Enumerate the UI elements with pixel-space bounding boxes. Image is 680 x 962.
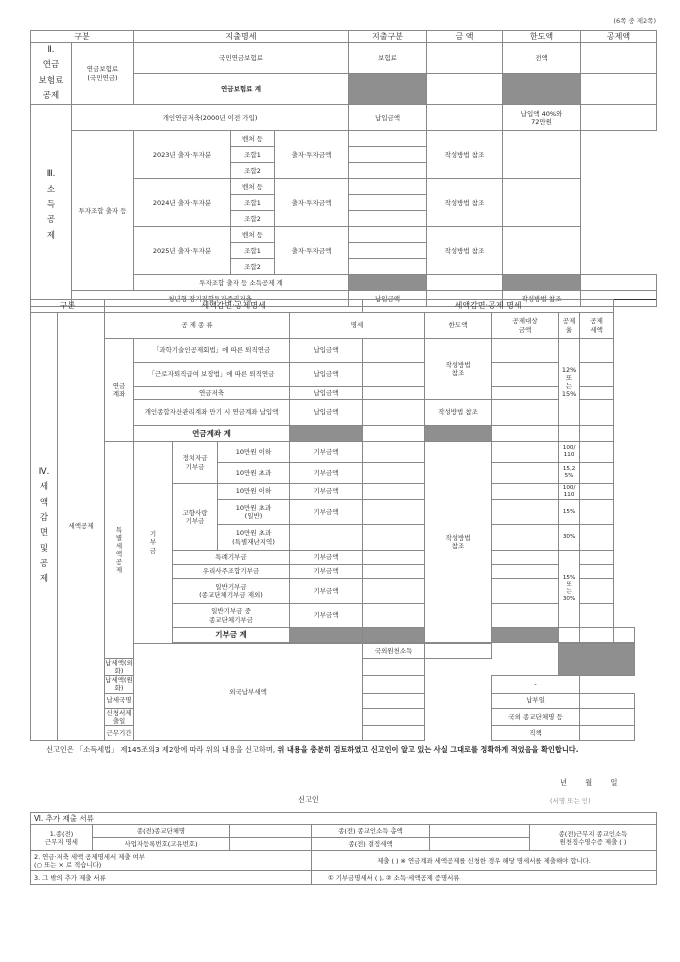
pension-group: 연금보험료 (국민연금) — [72, 43, 134, 105]
income-category: Ⅲ. 소 득 공 제 — [31, 105, 72, 307]
other-documents-label: 3. 그 밖의 추가 제출 서류 — [31, 871, 312, 885]
pa-total-target-field[interactable] — [492, 426, 559, 442]
pa-total-deduction-field[interactable] — [580, 426, 614, 442]
year-2024-limit: 작성방법 참조 — [427, 179, 503, 227]
hometown-row-1-name: 10만원 이하 — [218, 484, 290, 500]
political-row-1-detail: 기부금액 — [290, 442, 363, 463]
other-donation-3-target-field[interactable] — [492, 579, 559, 604]
pension-total-limit-shaded — [503, 74, 581, 105]
pa-row-2-name: 「근로자퇴직급여 보장법」에 따른 퇴직연금 — [134, 363, 290, 387]
prev-income-total: 종(전) 종교인소득 총액 — [312, 825, 430, 838]
foreign-tax-label: 외국납부세액 — [134, 644, 363, 741]
header-type: 지출구분 — [349, 31, 427, 43]
pa-total-detail-shaded — [290, 426, 363, 442]
invest-total-amount-field[interactable] — [427, 275, 503, 291]
section6-title: Ⅵ. 추가 제출 서류 — [31, 813, 657, 825]
hometown-row-2-target-field[interactable] — [492, 500, 559, 525]
year-2023-label: 2023년 출자·투자분 — [134, 131, 231, 179]
hometown-row-3-detail-field[interactable] — [290, 525, 363, 551]
political-row-1-name: 10만원 이하 — [218, 442, 290, 463]
pa-row-2-deduction-field[interactable] — [580, 363, 614, 387]
year-2024-type: 출자·투자금액 — [275, 179, 349, 227]
pa-limit-main: 작성방법 참조 — [425, 339, 492, 400]
invest-total-limit-shaded — [503, 275, 581, 291]
pa-limit-isa: 작성방법 참조 — [425, 400, 492, 426]
foreign-row-6: 근무기간 — [105, 725, 134, 740]
political-row-1-rate: 100/ 110 — [559, 442, 580, 463]
year-2023-row-venture: 벤처 등 — [231, 131, 275, 147]
personal-pension-amount-field[interactable] — [427, 105, 503, 131]
pension-total-shaded — [349, 74, 427, 105]
pa-row-4-name: 개인종합자산관리계좌 만기 시 연금계좌 납입액 — [134, 400, 290, 426]
hometown-row-3-rate: 30% — [559, 525, 580, 551]
foreign-row-5: 신청서제출일 — [106, 708, 132, 725]
year-2025-limit: 작성방법 참조 — [427, 227, 503, 275]
political-row-2-target-field[interactable] — [492, 463, 559, 484]
donation-label: 기 부 금 — [134, 442, 173, 644]
p2-kind-header: 공 제 종 류 — [105, 313, 290, 339]
pa-row-2-detail: 납입금액 — [290, 363, 363, 387]
political-row-2-rate: 15,2 5% — [559, 463, 580, 484]
p2-header-right: 세액감면·공제 명세 — [363, 300, 614, 313]
pa-row-2-amount-field[interactable] — [363, 363, 425, 387]
foreign-row-1: 국외원천소득 — [363, 644, 425, 659]
other-donation-1-amount-field[interactable] — [363, 551, 425, 565]
declaration-text — [46, 744, 646, 757]
foreign-row-2-field[interactable] — [363, 659, 425, 676]
business-reg-number-field[interactable] — [230, 838, 312, 851]
pension-category: Ⅱ. 연금 보험료 공제 — [31, 43, 72, 105]
pa-row-4-detail: 납입금액 — [290, 400, 363, 426]
hometown-row-2-deduction-field[interactable] — [580, 500, 614, 525]
political-row-1-target-field[interactable] — [492, 442, 559, 463]
hometown-row-2-name: 10만원 초과 (일반) — [218, 500, 290, 525]
political-row-2-detail: 기부금액 — [290, 463, 363, 484]
other-donation-2-amount-field[interactable] — [363, 565, 425, 579]
donation-total-limit-shaded — [492, 628, 559, 643]
foreign-religious-field[interactable] — [580, 708, 635, 725]
foreign-row-3: 납세액(원화) — [105, 676, 133, 693]
hometown-row-1-deduction-field[interactable] — [580, 484, 614, 500]
other-donation-1-detail: 기부금액 — [290, 551, 363, 565]
political-row-2-amount-field[interactable] — [363, 463, 425, 484]
political-row-2-deduction-field[interactable] — [580, 463, 614, 484]
hometown-row-1-detail: 기부금액 — [290, 484, 363, 500]
p2-header-category: 구분 — [31, 300, 105, 313]
pension-total-amount-field[interactable] — [427, 74, 503, 105]
year-2025-amount-1[interactable] — [349, 227, 427, 243]
invest-group-label: 투자조합 출자 등 — [72, 131, 134, 291]
foreign-row-4-field[interactable] — [363, 693, 425, 708]
pension-total-deduction-field[interactable] — [581, 74, 657, 105]
foreign-row-3-field[interactable] — [363, 676, 425, 693]
other-donation-3-detail: 기부금액 — [290, 579, 363, 604]
other-donation-3-deduction-field[interactable] — [580, 579, 614, 604]
personal-pension-deduction-field[interactable] — [581, 105, 657, 131]
header-amount: 금 액 — [427, 31, 503, 43]
year-2025-row-fund2: 조합2 — [231, 259, 275, 275]
other-donation-4-amount-field[interactable] — [363, 604, 425, 628]
p2-group: 세액공제 — [58, 313, 105, 741]
pa-row-2-target-field[interactable] — [492, 363, 559, 387]
special-label: 특 별 세 액 공 제 — [105, 442, 134, 659]
prev-tax-amount: 종(전) 결정세액 — [312, 838, 430, 851]
other-donation-1-target-field[interactable] — [492, 551, 559, 565]
foreign-right-shaded — [559, 644, 635, 676]
donation-total-deduction-field[interactable] — [614, 628, 635, 643]
political-row-1-deduction-field[interactable] — [580, 442, 614, 463]
pension-type: 보험료 — [349, 43, 427, 74]
foreign-row-1-field[interactable] — [425, 644, 492, 659]
youth-fund-type: 납입금액 — [349, 291, 427, 307]
foreign-row-4: 납세국명 — [105, 693, 134, 708]
year-2025-amount-2[interactable] — [349, 243, 427, 259]
pension-amount-field[interactable] — [427, 43, 503, 74]
pa-total-label: 연금계좌 계 — [134, 426, 290, 442]
pa-row-1-name: 「과학기술인공제회법」에 따른 퇴직연금 — [134, 339, 290, 363]
other-donation-3-name: 일반기부금 (종교단체기부금 제외) — [173, 579, 290, 604]
pension-limit: 전액 — [503, 43, 581, 74]
pa-row-1-amount-field[interactable] — [363, 339, 425, 363]
year-2025-label: 2025년 출자·투자분 — [134, 227, 231, 275]
pa-total-limit-shaded — [425, 426, 492, 442]
declaration-bold: 위 내용을 충분히 검토하였고 신고인이 알고 있는 사실 그대로를 정확하게 적었음을 확인합니다. — [277, 745, 579, 754]
personal-pension-type: 납입금액 — [349, 105, 427, 131]
donation-total-amount-shaded — [363, 628, 425, 643]
year-2024-amount-3[interactable] — [349, 211, 427, 227]
hometown-row-3-amount-field[interactable] — [363, 525, 425, 551]
other-documents-value[interactable]: ① 기부금명세서 ( ), ② 소득·세액공제 증명서류 — [312, 871, 657, 885]
donation-total-detail-shaded — [290, 628, 363, 643]
pension-deduction-field[interactable] — [581, 43, 657, 74]
pension-item: 국민연금보험료 — [134, 43, 349, 74]
foreign-row-2: 납세액(외화) — [105, 659, 133, 676]
year-2025-amount-3[interactable] — [349, 259, 427, 275]
other-donation-4-name: 일반기부금 중 종교단체기부금 — [173, 604, 290, 628]
hometown-row-1-rate: 100/ 110 — [559, 484, 580, 500]
hometown-row-3-deduction-field[interactable] — [580, 525, 614, 551]
p2-rate-header: 공제 율 — [559, 313, 580, 339]
pa-total-amount-field[interactable] — [363, 426, 425, 442]
year-2024-label: 2024년 출자·투자분 — [134, 179, 231, 227]
other-donation-2-detail: 기부금액 — [290, 565, 363, 579]
political-row-1-amount-field[interactable] — [363, 442, 425, 463]
political-label: 정치자금 기부금 — [173, 442, 218, 484]
donation-total-label: 기부금 계 — [173, 628, 290, 643]
pa-total-rate-field[interactable] — [559, 426, 580, 442]
prev-religious-org-field[interactable] — [230, 825, 312, 838]
year-2024-row-venture: 벤처 등 — [231, 179, 275, 195]
year-2023-type: 출자·투자금액 — [275, 131, 349, 179]
other-donation-2-name: 우리사주조합기부금 — [173, 565, 290, 579]
year-2024-amount-1[interactable] — [349, 179, 427, 195]
political-row-2-name: 10만원 초과 — [218, 463, 290, 484]
invest-total-deduction-field[interactable] — [581, 275, 657, 291]
pa-row-4-amount-field[interactable] — [363, 400, 425, 426]
pa-rate: 12% 또 는 15% — [559, 339, 580, 426]
p2-target-header: 공제대상 금액 — [492, 313, 559, 339]
prev-withholding-submit[interactable]: 종(전)근무지 종교인소득 원천징수영수증 제출 ( ) — [530, 825, 657, 851]
year-2023-amount-1[interactable] — [349, 131, 427, 147]
business-reg-number: 사업자등록번호(고유번호) — [93, 838, 230, 851]
year-2024-row-fund1: 조합1 — [231, 195, 275, 211]
other-donation-1-name: 특례기부금 — [173, 551, 290, 565]
year-2025-deduction-field[interactable] — [503, 227, 581, 275]
hometown-row-1-amount-field[interactable] — [363, 484, 425, 500]
declaration-date[interactable]: 년 월 일 — [560, 778, 618, 787]
year-2024-row-fund2: 조합2 — [231, 211, 275, 227]
hometown-row-1-target-field[interactable] — [492, 484, 559, 500]
invest-total-type-shaded — [349, 275, 427, 291]
prev-work-label: 1.종(전) 근무지 명세 — [31, 825, 93, 851]
prev-religious-org: 종(전)종교단체명 — [93, 825, 230, 838]
header-category: 구분 — [31, 31, 134, 43]
year-2023-amount-3[interactable] — [349, 163, 427, 179]
prev-tax-amount-field[interactable] — [430, 838, 530, 851]
deduction-table-part2 — [30, 299, 656, 741]
header-limit: 한도액 — [503, 31, 581, 43]
other-donation-2-deduction-field[interactable] — [580, 565, 614, 579]
foreign-position: 직책 — [492, 725, 580, 740]
personal-pension-limit: 납입액 40%와 72만원 — [503, 105, 581, 131]
other-donation-1-deduction-field[interactable] — [580, 551, 614, 565]
declaration-main: 신고인은 「소득세법」 제145조의3 제2항에 따라 위의 내용을 신고하며, — [46, 745, 278, 754]
p2-header-left: 세액감면·공제명세 — [105, 300, 363, 313]
foreign-position-field[interactable] — [580, 725, 635, 740]
foreign-religious: 국외 종교단체명 등 — [492, 708, 580, 725]
pa-row-4-target-field[interactable] — [492, 400, 559, 426]
year-2023-amount-2[interactable] — [349, 147, 427, 163]
p2-detail-header: 명세 — [290, 313, 425, 339]
year-2024-amount-2[interactable] — [349, 195, 427, 211]
pension-statement-label: 2. 연금·저축 세액 공제명세서 제출 여부 (○ 또는 × 로 적습니다) — [31, 851, 312, 871]
hometown-row-2-detail: 기부금액 — [290, 500, 363, 525]
personal-pension-label: 개인연금저축(2000년 이전 가입) — [72, 105, 349, 131]
pa-row-4-deduction-field[interactable] — [580, 400, 614, 426]
hometown-label: 고향사랑 기부금 — [173, 484, 218, 551]
hometown-row-2-rate: 15% — [559, 500, 580, 525]
p2-amount-header: 공제 세액 — [580, 313, 614, 339]
invest-total-label: 투자조합 출자 등 소득공제 계 — [134, 275, 349, 291]
other-donation-4-detail: 기부금액 — [290, 604, 363, 628]
pa-row-1-detail: 납입금액 — [290, 339, 363, 363]
year-2023-limit: 작성방법 참조 — [427, 131, 503, 179]
hometown-row-2-amount-field[interactable] — [363, 500, 425, 525]
donation-total-target-field[interactable] — [559, 628, 580, 643]
p2-category: Ⅳ. 세 액 감 면 및 공 제 — [31, 313, 58, 741]
other-donation-4-target-field[interactable] — [492, 604, 559, 628]
year-2024-deduction-field[interactable] — [503, 179, 581, 227]
pa-row-3-name: 연금저축 — [134, 387, 290, 400]
pension-statement-submit[interactable]: 제출 ( ) ※ 연금계좌 세액공제를 신청한 경우 해당 명세서를 제출해야 합니다. — [312, 851, 657, 871]
year-2023-row-fund2: 조합2 — [231, 163, 275, 179]
signature-field[interactable]: (서명 또는 인) — [550, 797, 591, 805]
pa-row-1-deduction-field[interactable] — [580, 339, 614, 363]
other-donation-2-target-field[interactable] — [492, 565, 559, 579]
year-2025-type: 출자·투자금액 — [275, 227, 349, 275]
pa-row-3-amount-field[interactable] — [363, 387, 425, 400]
other-donation-4-deduction-field[interactable] — [580, 604, 614, 628]
header-detail: 지출명세 — [134, 31, 349, 43]
hometown-row-3-target-field[interactable] — [492, 525, 559, 551]
other-donation-rate: 15% 또 는 30% — [559, 551, 580, 628]
foreign-dash: - — [492, 676, 580, 693]
hometown-row-3-name: 10만원 초과 (특별재난지역) — [218, 525, 290, 551]
pa-row-3-detail: 납입금액 — [290, 387, 363, 400]
additional-documents-table — [30, 812, 657, 885]
foreign-row-6-field[interactable] — [363, 725, 425, 740]
donation-total-rate-field[interactable] — [580, 628, 614, 643]
pa-row-1-target-field[interactable] — [492, 339, 559, 363]
year-2023-deduction-field[interactable] — [503, 131, 581, 179]
pa-row-3-deduction-field[interactable] — [580, 387, 614, 400]
youth-fund-label: 청년형 장기집합투자증권저축 — [72, 291, 349, 307]
header-deduction: 공제액 — [581, 31, 657, 43]
pension-total-label: 연금보험료 계 — [134, 74, 349, 105]
youth-fund-limit: 작성방법 참조 — [503, 291, 581, 307]
deduction-table-part1 — [30, 30, 657, 307]
foreign-payment-date: 납부일 — [492, 693, 580, 708]
foreign-row-5-field[interactable] — [363, 708, 425, 725]
p2-limit-header: 한도액 — [425, 313, 492, 339]
year-2025-row-venture: 벤처 등 — [231, 227, 275, 243]
year-2023-row-fund1: 조합1 — [231, 147, 275, 163]
pa-row-3-target-field[interactable] — [492, 387, 559, 400]
page-number: (6쪽 중 제2쪽) — [613, 17, 656, 25]
special-limit: 작성방법 참조 — [425, 442, 492, 643]
reporter-label: 신고인 — [298, 795, 319, 804]
prev-income-total-field[interactable] — [430, 825, 530, 838]
foreign-payment-date-field[interactable] — [580, 693, 635, 708]
other-donation-3-amount-field[interactable] — [363, 579, 425, 604]
pension-account-label: 연금 계좌 — [105, 339, 134, 442]
year-2025-row-fund1: 조합1 — [231, 243, 275, 259]
